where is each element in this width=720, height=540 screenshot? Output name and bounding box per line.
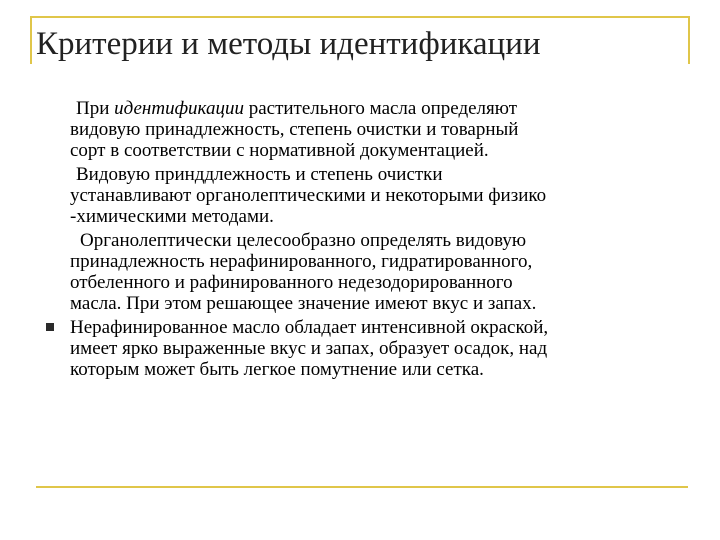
paragraph-line: устанавливают органолептическими и некоторыми физико [70, 185, 547, 206]
paragraph-line: Органолептически целесообразно определять видовую [80, 230, 527, 251]
square-bullet-icon [46, 323, 54, 331]
paragraph-2 [42, 164, 688, 227]
paragraph-line: видовую принадлежность, степень очистки и товарный [70, 119, 519, 140]
frame-top-line [30, 16, 690, 18]
paragraph-line [70, 98, 688, 119]
paragraph-line: отбеленного и рафинированного недезодорированного [70, 272, 513, 293]
paragraph-line: имеет ярко выраженные вкус и запах, образует осадок, над [70, 338, 548, 359]
paragraph-line: сорт в соответствии с нормативной документацией. [70, 140, 489, 161]
paragraph-line: -химическими методами. [70, 206, 274, 227]
frame-left-line [30, 16, 32, 64]
paragraph-line: Нерафинированное масло обладает интенсивной окраской, [70, 317, 549, 338]
paragraph-line: масла. При этом решающее значение имеют вкус и запах. [70, 293, 537, 314]
text-run: растительного масла определяют [243, 98, 518, 119]
frame-bottom-line [36, 486, 688, 488]
paragraph-line: принадлежность нерафинированного, гидратированного, [70, 251, 533, 272]
emphasized-term: идентификации [114, 98, 244, 119]
paragraph-3 [42, 230, 688, 314]
slide-body [42, 98, 688, 383]
frame-right-line [688, 16, 690, 64]
paragraph-line: которым может быть легкое помутнение или сетка. [70, 359, 484, 380]
paragraph-line: Видовую принддлежность и степень очистки [76, 164, 443, 185]
slide-title: Критерии и методы идентификации [36, 26, 541, 62]
text-run: При [76, 98, 115, 119]
paragraph-4 [42, 317, 688, 380]
paragraph-1 [42, 98, 688, 161]
